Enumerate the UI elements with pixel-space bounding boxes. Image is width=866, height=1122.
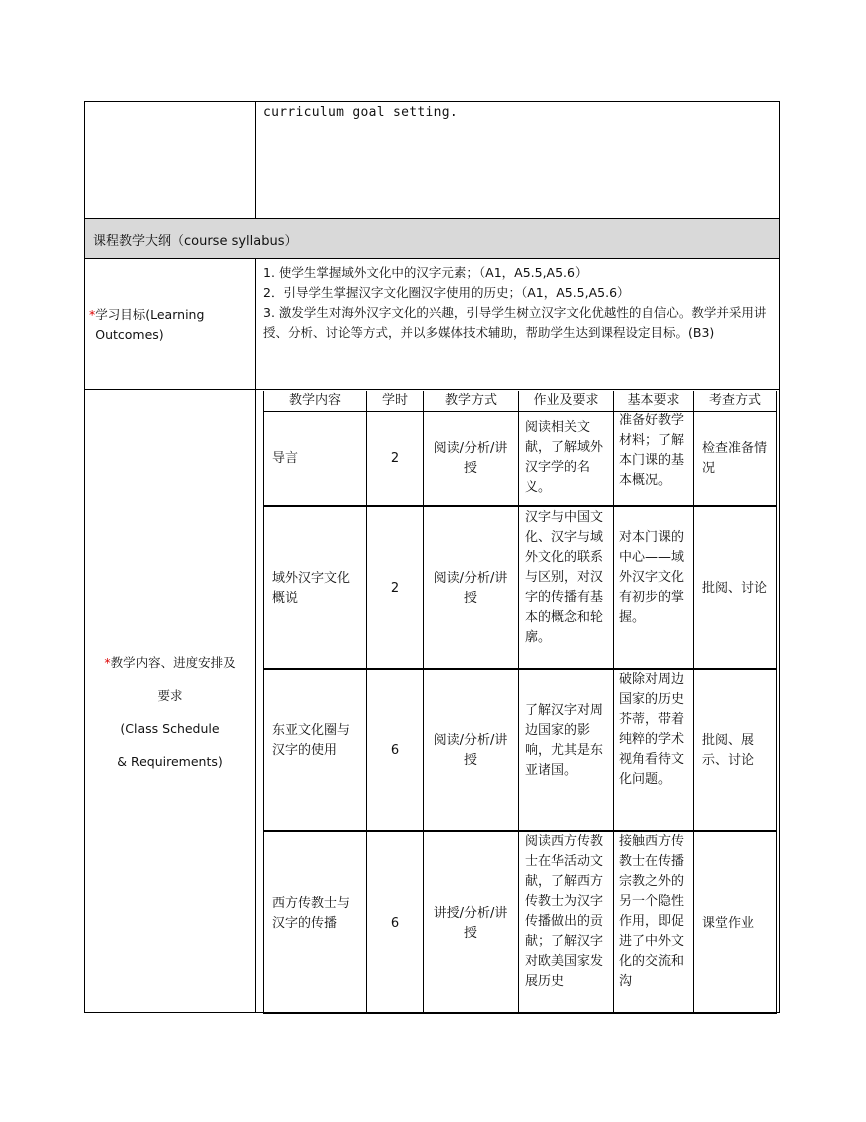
row-1-assessment: 检查准备情况	[702, 441, 768, 476]
header-basic: 基本要求	[627, 393, 680, 408]
row-3-homework: 了解汉字对周边国家的影响，尤其是东亚诸国。	[525, 703, 604, 778]
row-divider	[85, 389, 779, 390]
schedule-row-divider	[263, 505, 777, 507]
row-1-content: 导言	[272, 451, 299, 466]
row-3-assessment: 批阅、展示、讨论	[702, 733, 755, 768]
row-2-method: 阅读/分析/讲授	[433, 571, 508, 606]
header-homework: 作业及要求	[533, 393, 599, 408]
required-marker: *	[89, 307, 96, 322]
schedule-row-divider	[263, 411, 777, 412]
row-1-homework: 阅读相关文献，了解域外汉字学的名义。	[525, 420, 604, 495]
schedule-label-line: & Requirements)	[117, 754, 223, 769]
header-hours: 学时	[381, 393, 408, 408]
schedule-table	[263, 391, 777, 1014]
schedule-col-divider	[776, 391, 777, 1014]
syllabus-header: 课程教学大纲（course syllabus）	[93, 234, 298, 249]
header-assessment: 考查方式	[708, 393, 761, 408]
row-1-hours: 2	[390, 451, 400, 466]
schedule-col-divider	[263, 391, 264, 1014]
schedule-label-line: (Class Schedule	[120, 721, 220, 736]
schedule-label-line: 要求	[157, 688, 183, 703]
header-content: 教学内容	[288, 393, 341, 408]
schedule-row-divider	[263, 830, 777, 832]
syllabus-table	[84, 101, 780, 1013]
row-3-method: 阅读/分析/讲授	[433, 733, 508, 768]
learning-outcomes-label	[89, 305, 245, 345]
schedule-row-divider	[263, 1012, 777, 1014]
row-3-content: 东亚文化圈与汉字的使用	[272, 723, 351, 758]
required-marker: *	[104, 655, 111, 670]
schedule-col-divider	[423, 391, 424, 1014]
schedule-col-divider	[518, 391, 519, 1014]
row-4-assessment: 课堂作业	[702, 916, 755, 931]
learning-outcome-3: 3. 激发学生对海外汉字文化的兴趣，引导学生树立汉字文化优越性的自信心。教学并采用讲授、分析、讨论等方式，并以多媒体技术辅助，帮助学生达到课程设定目标。(B3)	[263, 305, 767, 340]
learning-outcomes-text	[263, 263, 773, 343]
schedule-col-divider	[693, 391, 694, 1014]
learning-outcome-2: 2．引导学生掌握汉字文化圈汉字使用的历史；（A1，A5.5,A5.6）	[263, 285, 630, 300]
learning-outcome-1: 1. 使学生掌握域外文化中的汉字元素；（A1，A5.5,A5.6）	[263, 265, 588, 280]
schedule-label-line: *教学内容、进度安排及	[104, 655, 236, 670]
row-3-basic: 破除对周边国家的历史芥蒂，带着纯粹的学术视角看待文化问题。	[619, 672, 685, 787]
schedule-col-divider	[613, 391, 614, 1014]
goal-setting-text: curriculum goal setting.	[263, 105, 459, 120]
row-2-assessment: 批阅、讨论	[702, 581, 768, 596]
row-2-content: 域外汉字文化概说	[272, 571, 351, 606]
row-4-method: 讲授/分析/讲授	[433, 906, 508, 941]
row-4-basic: 接触西方传教士在传播宗教之外的另一个隐性作用，即促进了中外文化的交流和沟	[619, 834, 685, 989]
row-2-homework: 汉字与中国文化、汉字与域外文化的联系与区别，对汉字的传播有基本的概念和轮廓。	[525, 510, 604, 645]
row-2-basic: 对本门课的中心——域外汉字文化有初步的掌握。	[619, 530, 685, 625]
schedule-label	[85, 646, 255, 778]
row-1-basic: 准备好教学材料；了解本门课的基本概况。	[619, 413, 685, 488]
row-3-hours: 6	[390, 743, 400, 758]
learning-outcomes-label-text: 学习目标(Learning Outcomes)	[95, 307, 205, 342]
row-4-hours: 6	[390, 916, 400, 931]
row-2-hours: 2	[390, 581, 400, 596]
row-4-content: 西方传教士与汉字的传播	[272, 896, 351, 931]
row-1-method: 阅读/分析/讲授	[433, 441, 508, 476]
row-divider	[85, 258, 779, 259]
header-method: 教学方式	[444, 393, 497, 408]
row-4-homework: 阅读西方传教士在华活动文献，了解西方传教士为汉字传播做出的贡献；了解汉字对欧美国家发展历史	[525, 834, 604, 989]
schedule-row-divider	[263, 668, 777, 670]
